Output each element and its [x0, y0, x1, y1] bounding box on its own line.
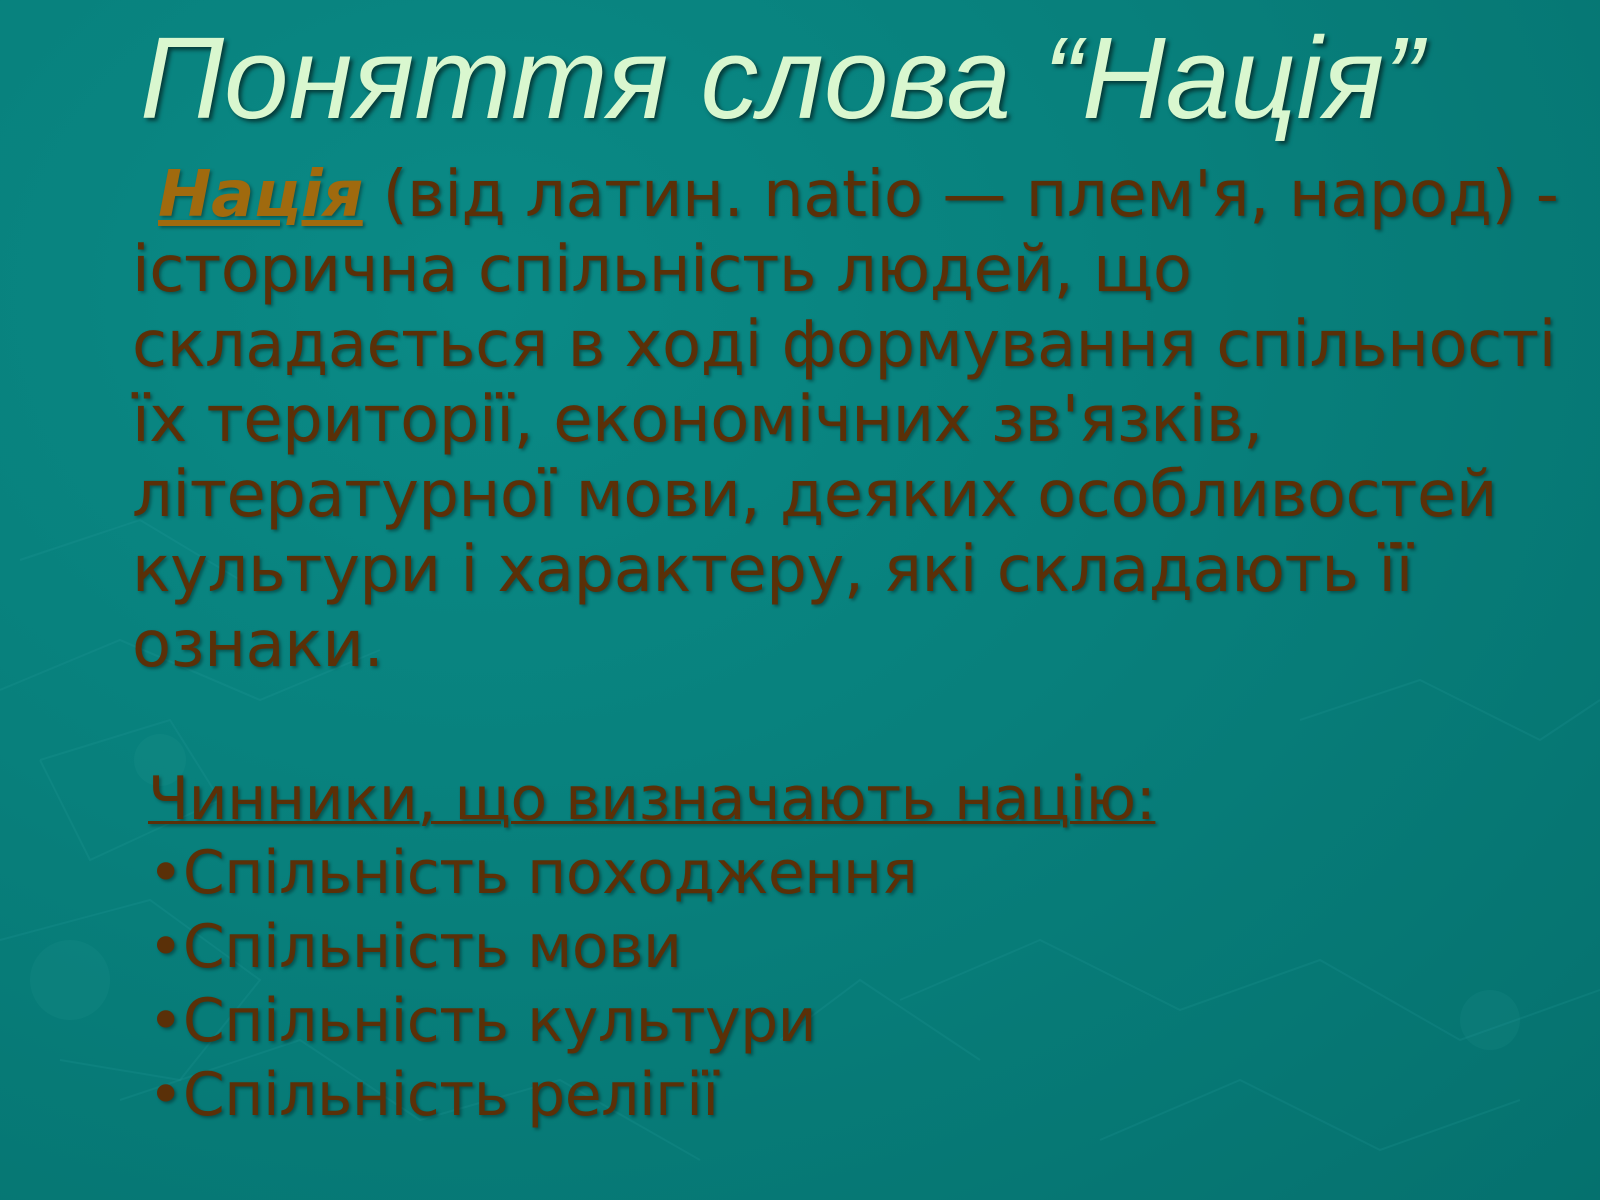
factors-heading: Чинники, що визначають націю: — [148, 764, 1156, 834]
definition-text: (від латин. natio — плем'я, народ) - історична спільність людей, що складається в ході формування спільності їх території, економічних зв'язків, літературної мови, деяких особливостей культури і характеру, які складають її ознаки. — [132, 158, 1559, 682]
definition-term: Нація — [158, 158, 363, 232]
factors-list — [148, 836, 1348, 1132]
factors-section — [148, 762, 1348, 1132]
list-item: •Спільність культури — [148, 986, 817, 1056]
definition-paragraph — [132, 158, 1572, 683]
slide-title: Поняття слова “Нація” — [140, 13, 1423, 143]
list-item: •Спільність релігії — [148, 1060, 719, 1130]
list-item: •Спільність походження — [148, 838, 918, 908]
list-item: •Спільність мови — [148, 912, 682, 982]
